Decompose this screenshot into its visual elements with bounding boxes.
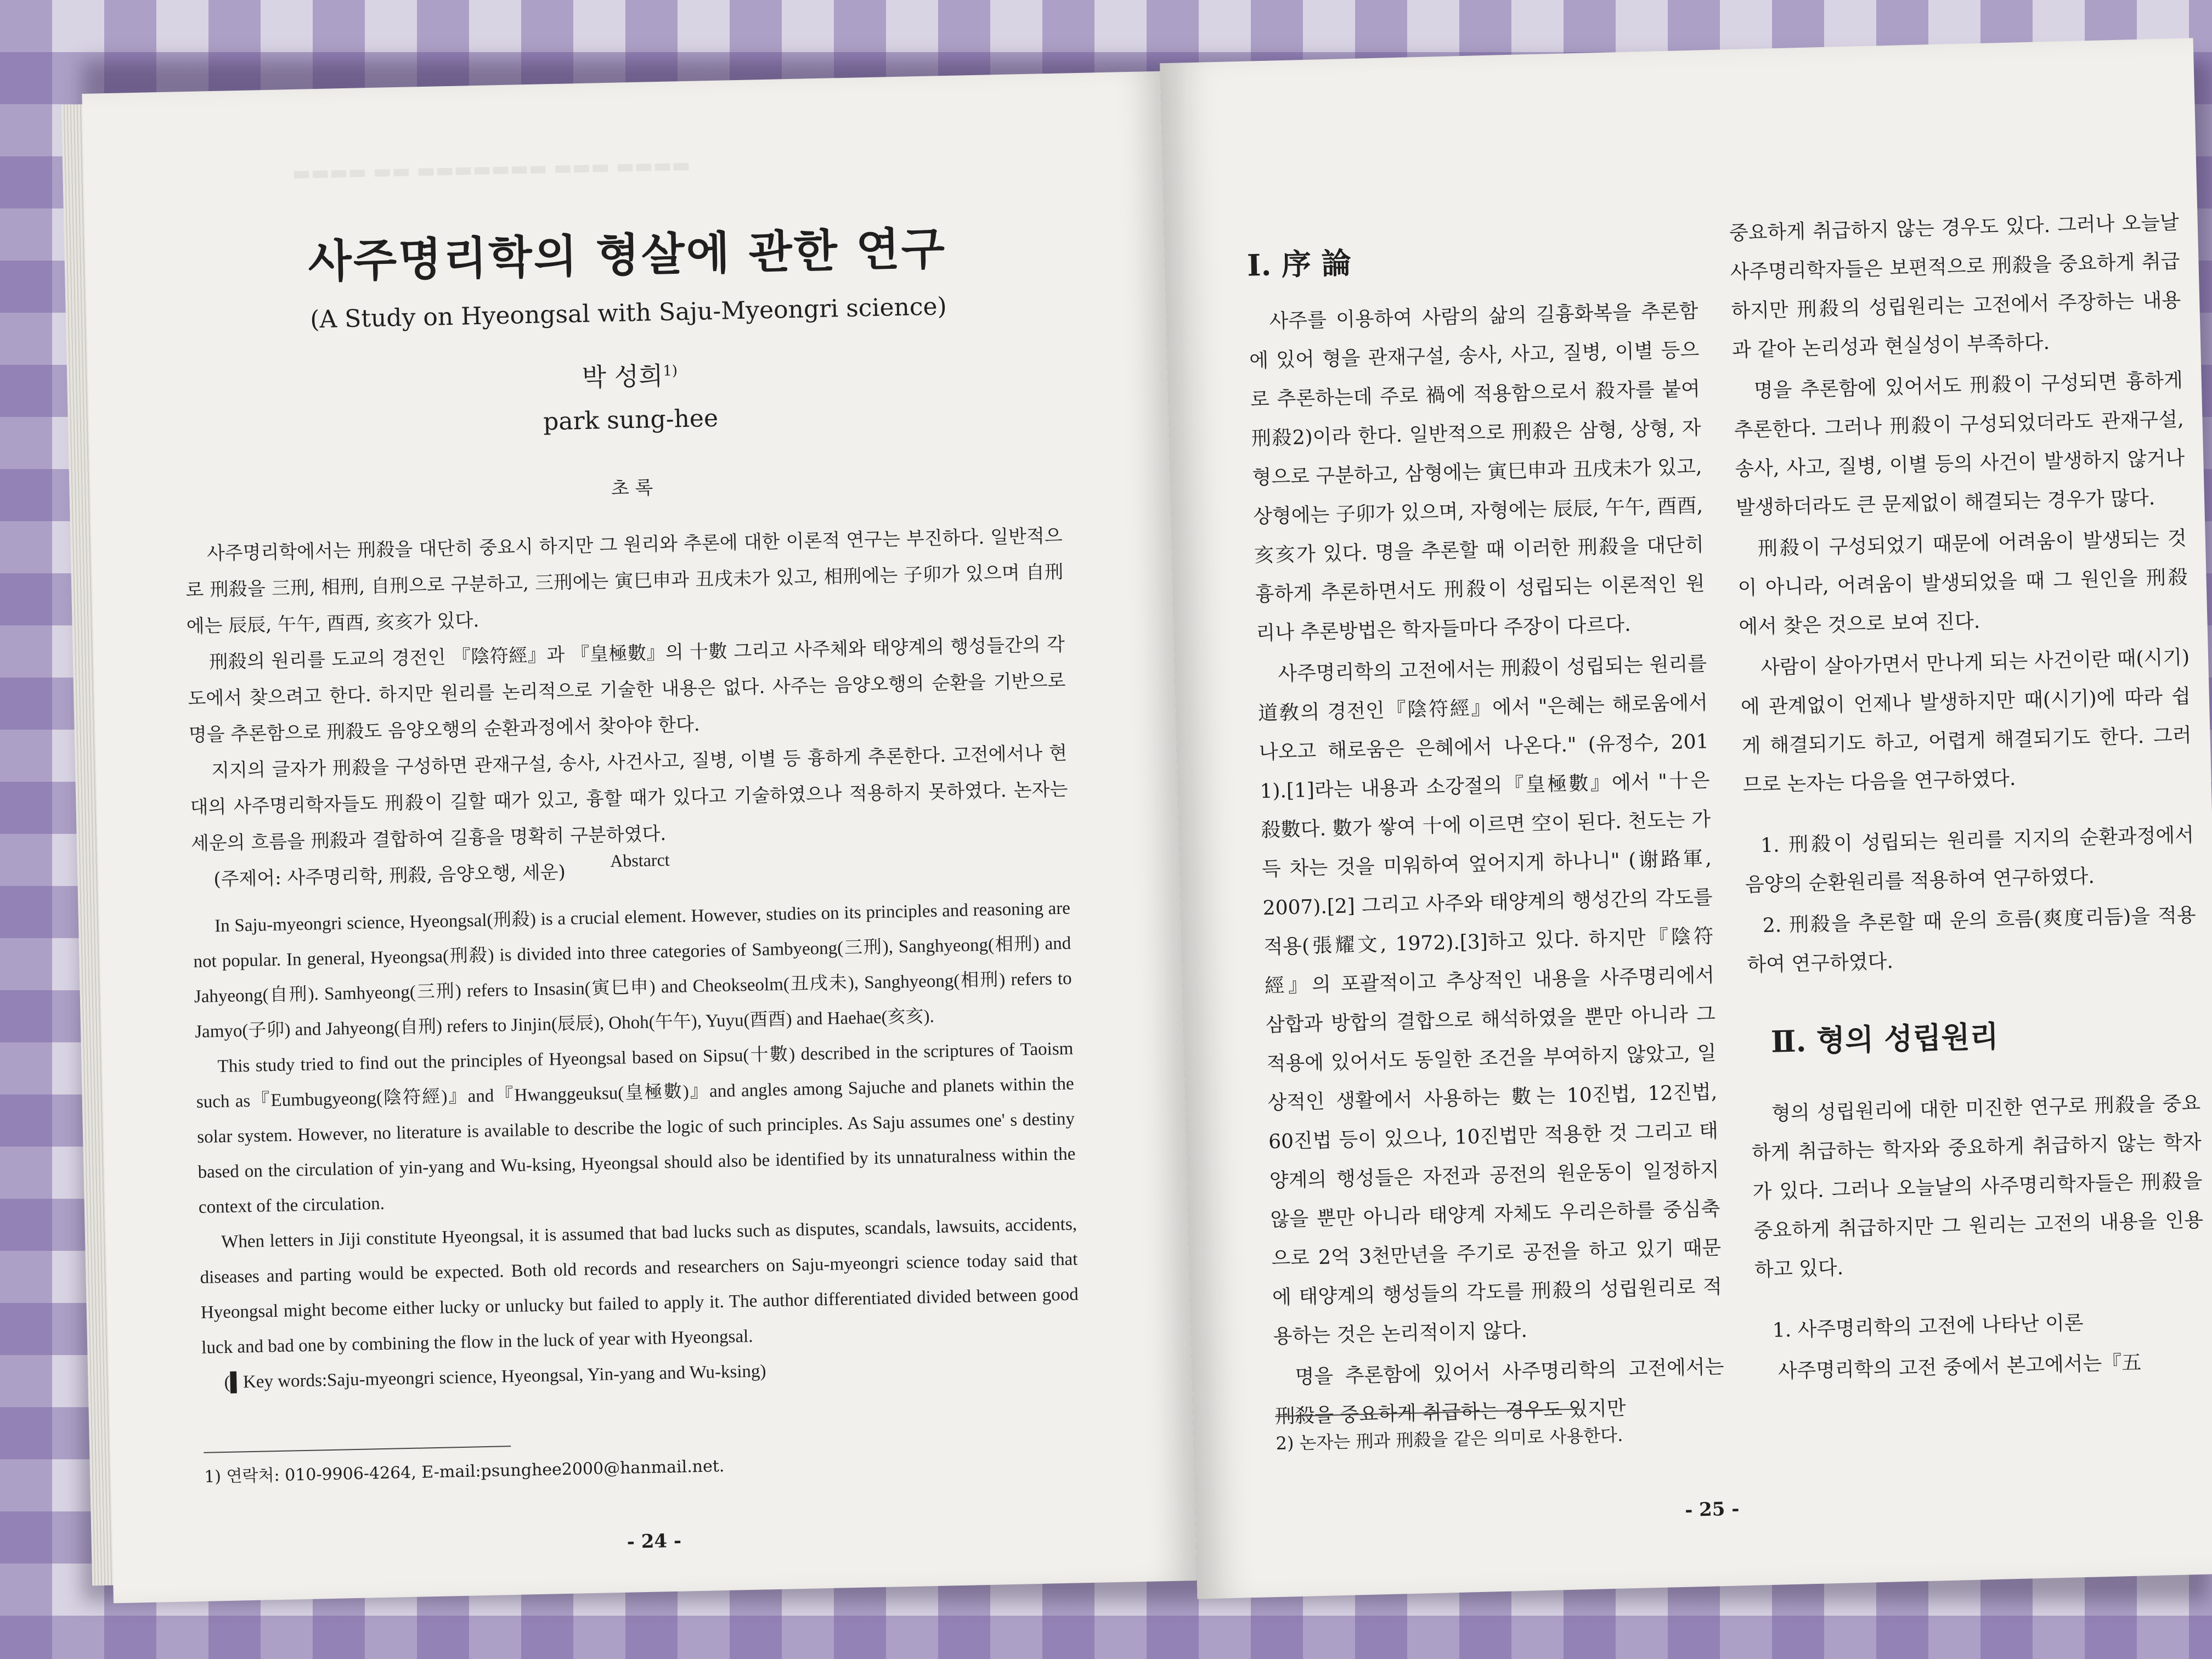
- keywords-korean: (주제어: 사주명리학, 刑殺, 음양오행, 세운): [213, 861, 566, 891]
- col2-paragraph: 사람이 살아가면서 만나게 되는 사건이란 때(시기)에 관계없이 언제나 발생하지만 때(시기)에 따라 쉽게 해결되기도 하고, 어렵게 해결되기도 한다. 그러므로 논자는 다음을 연구하였다.: [1740, 646, 2192, 797]
- right-page: [1160, 38, 2212, 1599]
- footnote-contact: 1) 연락처: 010-9906-4264, E-mail:psunghee2000@hanmail.net.: [204, 1457, 725, 1487]
- keywords-english: (▌Key words:Saju-myeongri science, Hyeongsal, Yin-yang and Wu-ksing): [224, 1361, 766, 1393]
- abstract-english: [193, 891, 1080, 1401]
- subsection-1-heading: 1. 사주명리학의 고전에 나타난 이론: [1772, 1311, 2084, 1342]
- col2-paragraph: 중요하게 취급하지 않는 경우도 있다. 그러나 오늘날 사주명리학자들은 보편적으로 刑殺을 중요하게 취급하지만 刑殺의 성립원리는 고전에서 주장하는 내용과 같아 논리성과 현실성이 부족하다.: [1729, 211, 2181, 362]
- abstract-ko-paragraph: 刑殺의 원리를 도교의 경전인 『陰符經』과 『皇極數』의 十數 그리고 사주체와 태양계의 행성들간의 각도에서 찾으려고 한다. 하지만 원리를 논리적으로 기술한 내용은 없다. 사주는 음양오행의 순환을 기반으로 명을 추론함으로 刑殺도 음양오행의 순환과정에서 찾아야 한다.: [188, 633, 1066, 747]
- col1-paragraph: 사주를 이용하여 사람의 삶의 길흉화복을 추론함에 있어 형을 관재구설, 송사, 사고, 질병, 이별 등으로 추론하는데 주로 禍에 적용함으로서 殺자를 붙여 刑殺2)이라 한다. 일반적으로 刑殺은 삼형, 상형, 자형으로 구분하고, 삼형에는 寅巳申과 丑戌未가 있고, 상형에는 子卯가 있으며, 자형에는 辰辰, 午午, 酉酉, 亥亥가 있다. 명을 추론할 때 이러한 刑殺을 대단히 흉하게 추론하면서도 刑殺이 성립되는 이론적인 원리나 추론방법은 학자들마다 주장이 다르다.: [1249, 300, 1706, 645]
- col2-paragraph: 刑殺이 구성되었기 때문에 어려움이 발생되는 것이 아니라, 어려움이 발생되었을 때 그 원인을 刑殺에서 찾은 것으로 보여 진다.: [1737, 527, 2188, 639]
- col2-paragraph: 사주명리학의 고전 중에서 본고에서는『五: [1778, 1351, 2142, 1383]
- paper-subtitle: (A Study on Hyeongsal with Saju-Myeongri science): [309, 292, 947, 334]
- section-1-heading: Ⅰ. 序 論: [1246, 245, 1352, 283]
- show-through-text: ▬▬▬▬ ▬▬ ▬▬▬▬▬▬▬ ▬▬▬ ▬▬▬▬: [292, 154, 691, 185]
- abstract-en-paragraph: When letters in Jiji constitute Hyeongsal, it is assumed that bad lucks such as disputes, scandals, lawsuits, accidents, diseases and parting would be expected. Both old records and researchers on Saju-myeongri science today said that Hyeongsal might become either lucky or unlucky but failed to apply it. The author differentiated divided between good luck and bad one by combining the flow in the luck of year with Hyeongsal.: [200, 1214, 1079, 1358]
- author-english: park sung-hee: [543, 404, 719, 436]
- abstract-korean: [184, 518, 1069, 898]
- col1-footnote: 2) 논자는 刑과 刑殺을 같은 의미로 사용한다.: [1276, 1424, 1623, 1454]
- column-1: [1248, 292, 1725, 1438]
- page-number-left: - 24 -: [627, 1530, 682, 1553]
- column-2: [1729, 203, 2207, 1393]
- page-number-right: - 25 -: [1684, 1498, 1740, 1521]
- footnote-rule: [204, 1446, 511, 1453]
- paper-title: 사주명리학의 형살에 관한 연구: [307, 222, 947, 289]
- col1-paragraph: 사주명리학의 고전에서는 刑殺이 성립되는 원리를 道敎의 경전인『陰符經』에서 "은혜는 해로움에서 나오고 해로움은 은혜에서 나온다." (유정수, 201 1).[1]라는 내용과 소강절의『皇極數』에서 "十은 殺數다. 數가 쌓여 十에 이르면 空이 된다. 천도는 가득 차는 것을 미워하여 엎어지게 하나니" (谢路軍, 2007).[2] 그리고 사주와 태양계의 행성간의 각도를 적용(張耀文, 1972).[3]하고 있다. 하지만『陰符經』의 포괄적이고 추상적인 내용을 사주명리에서 삼합과 방합의 결합으로 해석하였을 뿐만 아니라 그 적용에 있어서도 동일한 조건을 부여하지 않았고, 일상적인 생활에서 사용하는 數는 10진법, 12진법, 60진법 등이 있으나, 10진법만 적용한 것 그리고 태양계의 행성들은 자전과 공전의 원운동이 일정하지 않을 뿐만 아니라 태양계 자체도 우리은하를 중심축으로 2억 3천만년을 주기로 공전을 하고 있기 때문에 태양계의 행성들의 각도를 刑殺의 성립원리로 적용하는 것은 논리적이지 않다.: [1257, 652, 1723, 1348]
- abstract-en-paragraph: In Saju-myeongri science, Hyeongsal(刑殺) is a crucial element. However, studies on its principles and reasoning are not popular. In general, Hyeongsa(刑殺) is divided into three categories of Sambyeong(三刑), Sanghyeong(相刑) and Jahyeong(自刑). Samhyeong(三刑) refers to Insasin(寅巳申) and Cheokseolm(丑戌未), Sanghyeong(相刑) refers to Jamyo(子卯) and Jahyeong(自刑) refers to Jinjin(辰辰), Ohoh(午午), Yuyu(酉酉) and Haehae(亥亥).: [193, 898, 1072, 1042]
- abstract-en-paragraph: This study tried to find out the principles of Hyeongsal based on Sipsu(十數) described in the scriptures of Taoism such as『Eumbugyeong(陰符經)』and『Hwanggeuksu(皇極數)』and angles among Sajuche and planets within the solar system. However, no literature is available to describe the logic of such principles. As Saju assumes one' s destiny based on the circulation of yin-yang and Wu-ksing, Hyeongsal should also be identified by its unnaturalness within the context of the circulation.: [196, 1039, 1076, 1217]
- abstract-en-heading: Abstarct: [610, 849, 670, 871]
- left-page: [82, 71, 1197, 1604]
- abstract-ko-heading: 초 록: [611, 477, 653, 500]
- col2-paragraph: 형의 성립원리에 대한 미진한 연구로 刑殺을 중요하게 취급하는 학자와 중요하게 취급하지 않는 학자가 있다. 그러나 오늘날의 사주명리학자들은 刑殺을 중요하게 취급하지만 그 원리는 고전의 내용을 인용하고 있다.: [1751, 1092, 2204, 1282]
- section-2-heading: Ⅱ. 형의 성립원리: [1770, 1018, 1999, 1059]
- col1-paragraph: 명을 추론함에 있어서 사주명리학의 고전에서는 刑殺을 중요하게 취급하는 경우도 있지만: [1274, 1356, 1724, 1429]
- col2-paragraph: 명을 추론함에 있어서도 刑殺이 구성되면 흉하게 추론한다. 그러나 刑殺이 구성되었더라도 관재구설, 송사, 사고, 질병, 이별 등의 사건이 발생하지 않거나 발생하더라도 큰 문제없이 해결되는 경우가 많다.: [1734, 369, 2185, 520]
- author-korean: 박 성희$^{1)}$: [582, 360, 678, 393]
- abstract-ko-paragraph: 사주명리학에서는 刑殺을 대단히 중요시 하지만 그 원리와 추론에 대한 이론적 연구는 부진하다. 일반적으로 刑殺을 三刑, 相刑, 自刑으로 구분하고, 三刑에는 寅巳申과 丑戌未가 있고, 相刑에는 子卯가 있으며 自刑에는 辰辰, 午午, 酉酉, 亥亥가 있다.: [185, 524, 1064, 638]
- research-item: 1. 刑殺이 성립되는 원리를 지지의 순환과정에서 음양의 순환원리를 적용하여 연구하였다.: [1745, 823, 2194, 896]
- research-item: 2. 刑殺을 추론할 때 운의 흐름(爽度리듬)을 적용하여 연구하였다.: [1747, 904, 2197, 977]
- abstract-ko-paragraph: 지지의 글자가 刑殺을 구성하면 관재구설, 송사, 사건사고, 질병, 이별 등 흉하게 추론한다. 고전에서나 현대의 사주명리학자들도 刑殺이 길할 때가 있고, 흉할 때가 있다고 기술하였으나 적용하지 못하였다. 논자는 세운의 흐름을 刑殺과 결합하여 길흉을 명확히 구분하였다.: [190, 742, 1068, 855]
